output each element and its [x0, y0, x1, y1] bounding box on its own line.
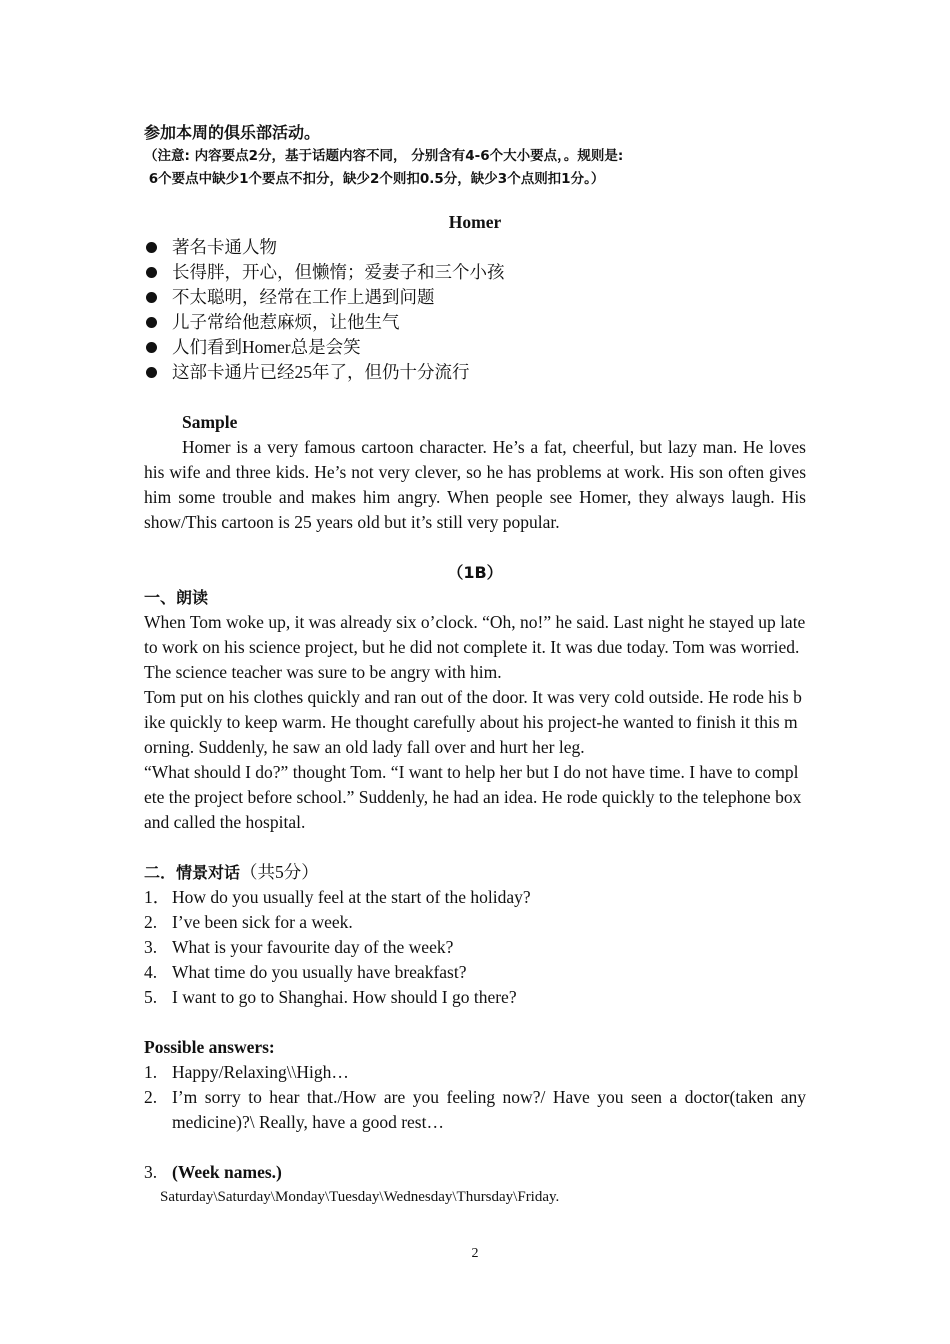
homer-points-list — [144, 235, 806, 385]
dialogue-question: 1． How do you usually feel at the start of the holiday? — [144, 887, 531, 907]
reading-paragraph: Tom put on his clothes quickly and ran out of the door. It was very cold outside. He rode his bike quickly to keep warm. He thought carefully about his project-he wanted to finish it this morning. Suddenly, he saw an old lady fall over and hurt her leg. — [144, 687, 802, 757]
dialogue-question: 5. I want to go to Shanghai. How should I go there? — [144, 987, 517, 1007]
sample-label: Sample — [182, 412, 238, 432]
intro-heading: 参加本周的俱乐部活动。 — [144, 123, 321, 142]
dialogue-question: 4. What time do you usually have breakfast? — [144, 962, 467, 982]
answer-item: 2. I’m sorry to hear that./How are you feeling now?/ Have you seen a doctor(taken any medicine)?\ Really, have a good rest… — [144, 1087, 806, 1132]
dialogue-heading: 二．情景对话 — [144, 863, 241, 882]
answers-list — [144, 1060, 806, 1135]
answer-3-list — [144, 1160, 806, 1185]
dialogue-questions-list — [144, 885, 806, 1010]
week-names-answer: Saturday\Saturday\Monday\Tuesday\Wednesday\Thursday\Friday. — [160, 1189, 560, 1205]
section-1b-title: （1B） — [447, 563, 503, 582]
homer-point: 长得胖，开心，但懒惰；爱妻子和三个小孩 — [144, 260, 806, 285]
scoring-note-line-1: （注意: 内容要点2分，基于话题内容不同， 分别含有4-6个大小要点，。规则是: — [144, 148, 624, 164]
page-number: 2 — [471, 1246, 479, 1261]
homer-point: 著名卡通人物 — [144, 235, 806, 260]
dialogue-heading-row — [144, 860, 806, 885]
document-page — [144, 120, 806, 1210]
reading-paragraph: “What should I do?” thought Tom. “I want to help her but I do not have time. I have to complete the project before school.” Suddenly, he had an idea. He rode quickly to the telephone box and called the hospital. — [144, 762, 802, 832]
answers-heading: Possible answers: — [144, 1037, 275, 1057]
dialogue-question: 2. I’ve been sick for a week. — [144, 912, 353, 932]
homer-point: 人们看到Homer总是会笑 — [144, 335, 806, 360]
homer-point: 儿子常给他惹麻烦，让他生气 — [144, 310, 806, 335]
homer-title: Homer — [448, 212, 502, 232]
dialogue-score: （共5分） — [240, 862, 319, 882]
homer-point: 不太聪明，经常在工作上遇到问题 — [144, 285, 806, 310]
reading-heading: 一、朗读 — [144, 588, 209, 607]
homer-point: 这部卡通片已经25年了，但仍十分流行 — [144, 360, 806, 385]
answer-item: 3. (Week names.) — [144, 1162, 282, 1182]
scoring-note-line-2: 6个要点中缺少1个要点不扣分，缺少2个则扣0.5分，缺少3个点则扣1分。） — [144, 171, 605, 187]
answer-item: 1. Happy/Relaxing\\High… — [144, 1062, 349, 1082]
sample-text: Homer is a very famous cartoon character. He’s a fat, cheerful, but lazy man. He loves his wife and three kids. He’s not very clever, so he has problems at work. His son often gives him some trouble and makes him angry. When people see Homer, they always laugh. His show/This cartoon is 25 years old but it’s still very popular. — [144, 437, 806, 532]
dialogue-question: 3. What is your favourite day of the week? — [144, 937, 454, 957]
reading-paragraph: When Tom woke up, it was already six o’clock. “Oh, no!” he said. Last night he stayed up late to work on his science project, but he did not complete it. It was due today. Tom was worried. The science teacher was sure to be angry with him. — [144, 612, 806, 682]
